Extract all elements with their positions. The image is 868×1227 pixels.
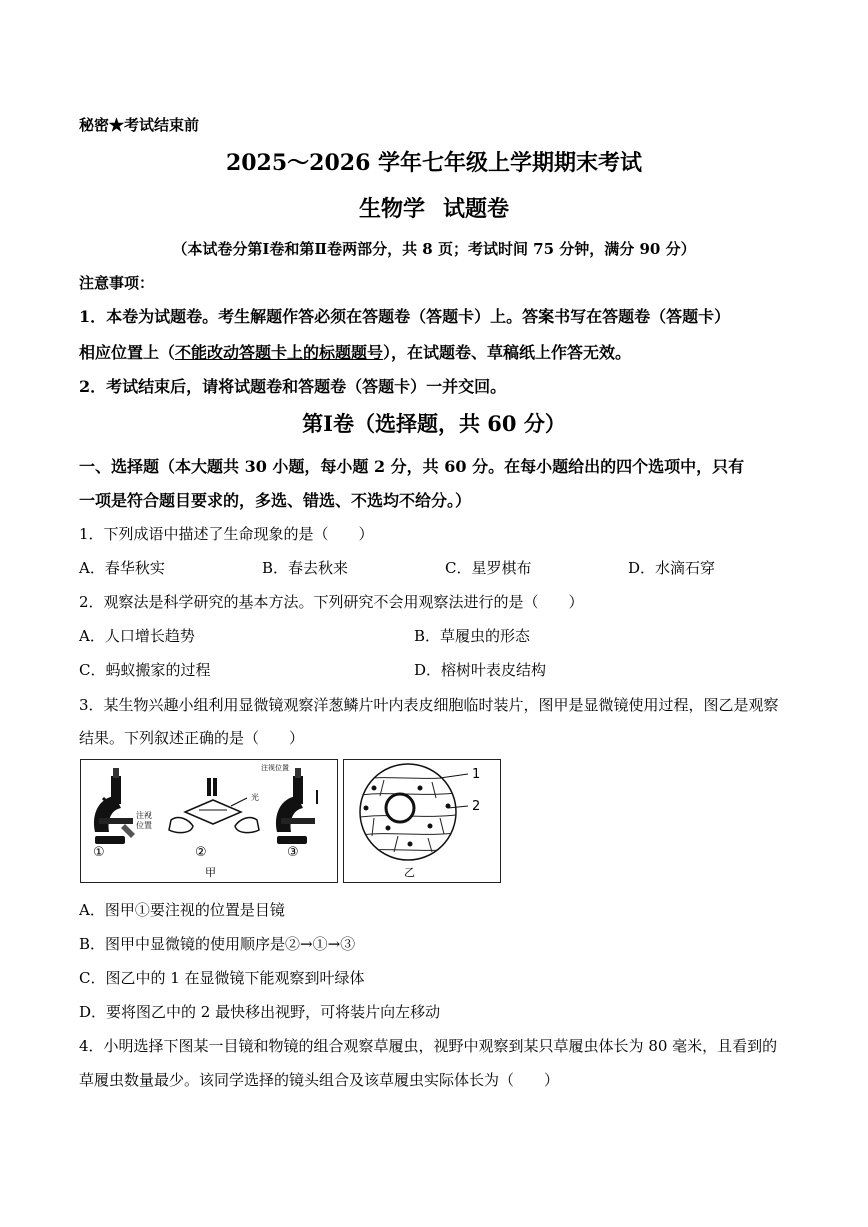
question-1-option-a: A．春华秋实 — [79, 559, 165, 577]
microscope-icon — [276, 768, 317, 844]
notes-item-1-line-1: 1．本卷为试题卷。考生解题作答必须在答题卷（答题卡）上。答案书写在答题卷（答题卡） — [79, 307, 731, 326]
question-1-option-c: C．星罗棋布 — [445, 559, 532, 577]
figure-jia-caption: 甲 — [205, 866, 216, 879]
notes-item-2: 2．考试结束后，请将试题卷和答题卷（答题卡）一并交回。 — [79, 377, 507, 396]
question-3-stem-line-1: 3．某生物兴趣小组利用显微镜观察洋葱鳞片叶内表皮细胞临时装片，图甲是显微镜使用过程，图乙是观察 — [79, 696, 779, 714]
pointer-label-2: 2 — [472, 799, 481, 814]
label-guang: 光 — [251, 793, 259, 802]
microscope-steps-illustration — [81, 760, 337, 882]
label-weizhi: 位置 — [136, 821, 152, 830]
exam-title: 2025～2026 学年七年级上学期期末考试 — [225, 150, 643, 176]
section-instruction-line-2: 一项是符合题目要求的，多选、错选、不选均不给分。） — [79, 491, 472, 510]
question-3-option-d: D．要将图乙中的 2 最快移出视野，可将装片向左移动 — [79, 1003, 441, 1021]
exam-info: （本试卷分第Ⅰ卷和第Ⅱ卷两部分，共 8 页；考试时间 75 分钟，满分 90 分） — [172, 240, 696, 258]
section-instruction-line-1: 一、选择题（本大题共 30 小题，每小题 2 分，共 60 分。在每小题给出的四个选项中，只有 — [79, 457, 745, 476]
question-1-stem: 1．下列成语中描述了生命现象的是（ ） — [79, 525, 374, 543]
label-zhushi: 注视 — [136, 811, 152, 820]
label-zhushiweizhi: 注视位置 — [261, 764, 289, 772]
hands-slide-icon — [169, 778, 259, 833]
figure-jia — [80, 759, 338, 883]
pointer-label-1: 1 — [472, 767, 481, 782]
notes-text: 相应位置上（ — [79, 343, 176, 362]
question-2-option-b: B．草履虫的形态 — [414, 627, 531, 645]
question-3-option-a: A．图甲①要注视的位置是目镜 — [79, 901, 285, 919]
question-2-option-d: D．榕树叶表皮结构 — [414, 661, 547, 679]
notes-title: 注意事项： — [79, 274, 155, 292]
subject-title — [0, 192, 868, 223]
notes-item-1-line-2 — [79, 340, 631, 363]
question-2-option-a: A．人口增长趋势 — [79, 627, 195, 645]
figure-yi — [343, 759, 501, 883]
step-label-3: ③ — [287, 845, 299, 860]
section-title: 第Ⅰ卷（选择题，共 60 分） — [302, 411, 566, 436]
step-label-1: ① — [93, 845, 105, 860]
cell-view-illustration — [344, 760, 500, 882]
step-label-2: ② — [195, 845, 207, 860]
question-3-stem-line-2: 结果。下列叙述正确的是（ ） — [79, 729, 305, 747]
question-4-stem-line-2: 草履虫数量最少。该同学选择的镜头组合及该草履虫实际体长为（ ） — [79, 1071, 560, 1089]
question-1-option-d: D．水滴石穿 — [628, 559, 716, 577]
question-3-option-b: B．图甲中显微镜的使用顺序是②→①→③ — [79, 935, 356, 953]
air-bubble — [386, 794, 414, 822]
pointer-line — [440, 774, 468, 778]
subject-name: 生物学 — [358, 196, 425, 222]
underlined-note: 不能改动答题卡上的标题题号 — [175, 343, 384, 362]
question-2-option-c: C．蚂蚁搬家的过程 — [79, 661, 211, 679]
figure-yi-caption: 乙 — [404, 866, 415, 879]
question-2-stem: 2．观察法是科学研究的基本方法。下列研究不会用观察法进行的是（ ） — [79, 593, 584, 611]
notes-text: ），在试题卷、草稿纸上作答无效。 — [383, 343, 632, 362]
microscope-icon — [94, 768, 135, 844]
secret-label: 秘密★考试结束前 — [79, 116, 200, 134]
question-4-stem-line-1: 4．小明选择下图某一目镜和物镜的组合观察草履虫，视野中观察到某只草履虫体长为 80 毫米，且看到的 — [79, 1037, 778, 1055]
question-3-option-c: C．图乙中的 1 在显微镜下能观察到叶绿体 — [79, 969, 365, 987]
question-1-option-b: B．春去秋来 — [262, 559, 349, 577]
paper-type: 试题卷 — [443, 196, 510, 222]
